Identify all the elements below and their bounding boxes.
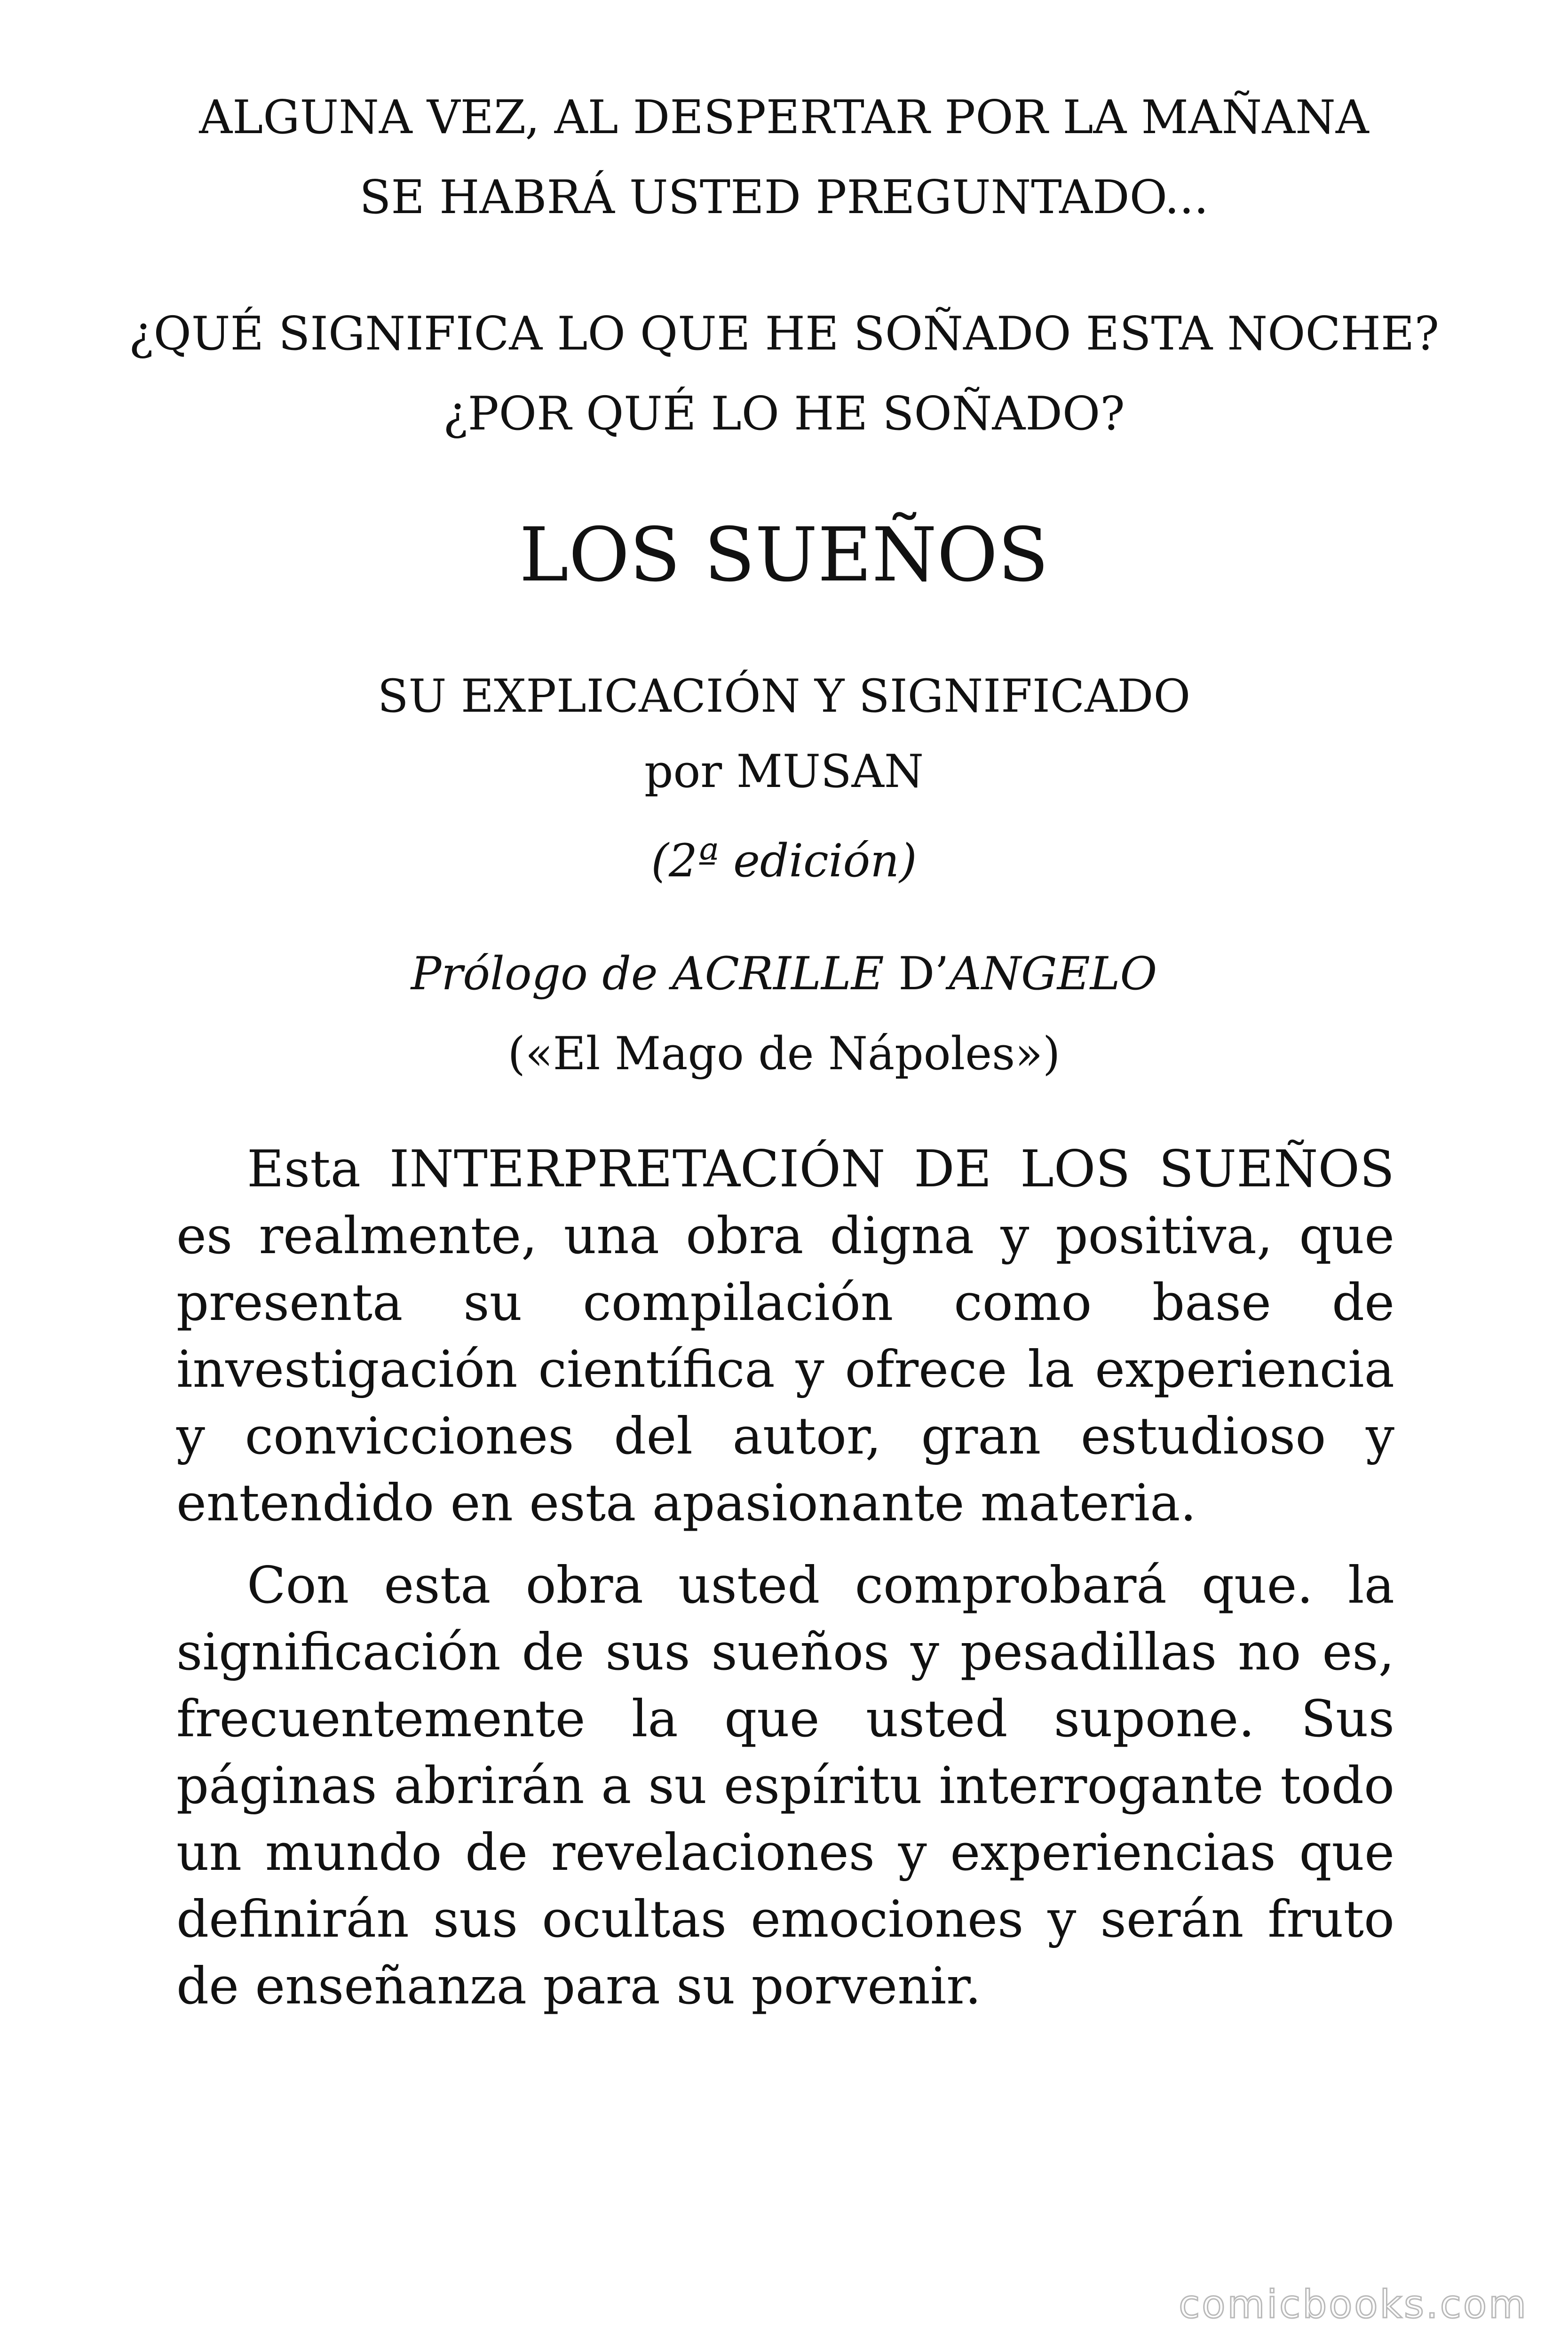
prologue-author-part-3: ANGELO: [949, 947, 1157, 1000]
site-watermark: comicbooks.com: [1179, 2282, 1528, 2327]
prologue-author-part-1: Prólogo de ACRILLE: [411, 947, 884, 1000]
book-title: LOS SUEÑOS: [519, 512, 1049, 598]
body-paragraph-1: Esta INTERPRETACIÓN DE LOS SUEÑOS es realmente, una obra digna y positiva, que presenta su compilación como base de investigación científica y ofrece la experiencia y convicciones del autor, gran estudioso y entendido en esta apasionante materia.: [176, 1140, 1394, 1533]
intro-line-2: SE HABRÁ USTED PREGUNTADO...: [359, 171, 1209, 224]
intro-line-4: ¿POR QUÉ LO HE SOÑADO?: [443, 387, 1125, 441]
intro-line-3: ¿QUÉ SIGNIFICA LO QUE HE SOÑADO ESTA NOCHE?: [128, 307, 1439, 361]
body-paragraph-2: Con esta obra usted comprobará que. la significación de sus sueños y pesadillas no es, frecuentemente la que usted supone. Sus páginas abrirán a su espíritu interrogante todo un mundo de revelaciones y experiencias que definirán sus ocultas emociones y serán fruto de enseñanza para su porvenir.: [176, 1556, 1394, 2016]
book-subtitle: SU EXPLICACIÓN Y SIGNIFICADO: [377, 670, 1191, 723]
intro-question-block: [0, 78, 1568, 238]
intro-line-1: ALGUNA VEZ, AL DESPERTAR POR LA MAÑANA: [199, 91, 1369, 144]
prologue-line-2: («El Mago de Nápoles»): [507, 1027, 1061, 1080]
intro-questions: [0, 294, 1568, 454]
prologue-author-part-2: D’: [884, 947, 949, 1000]
prologue-credit: [0, 934, 1568, 1094]
book-author: por MUSAN: [644, 745, 924, 798]
edition-note: (2ª edición): [651, 834, 917, 887]
prologue-line-1: [0, 934, 1568, 1014]
